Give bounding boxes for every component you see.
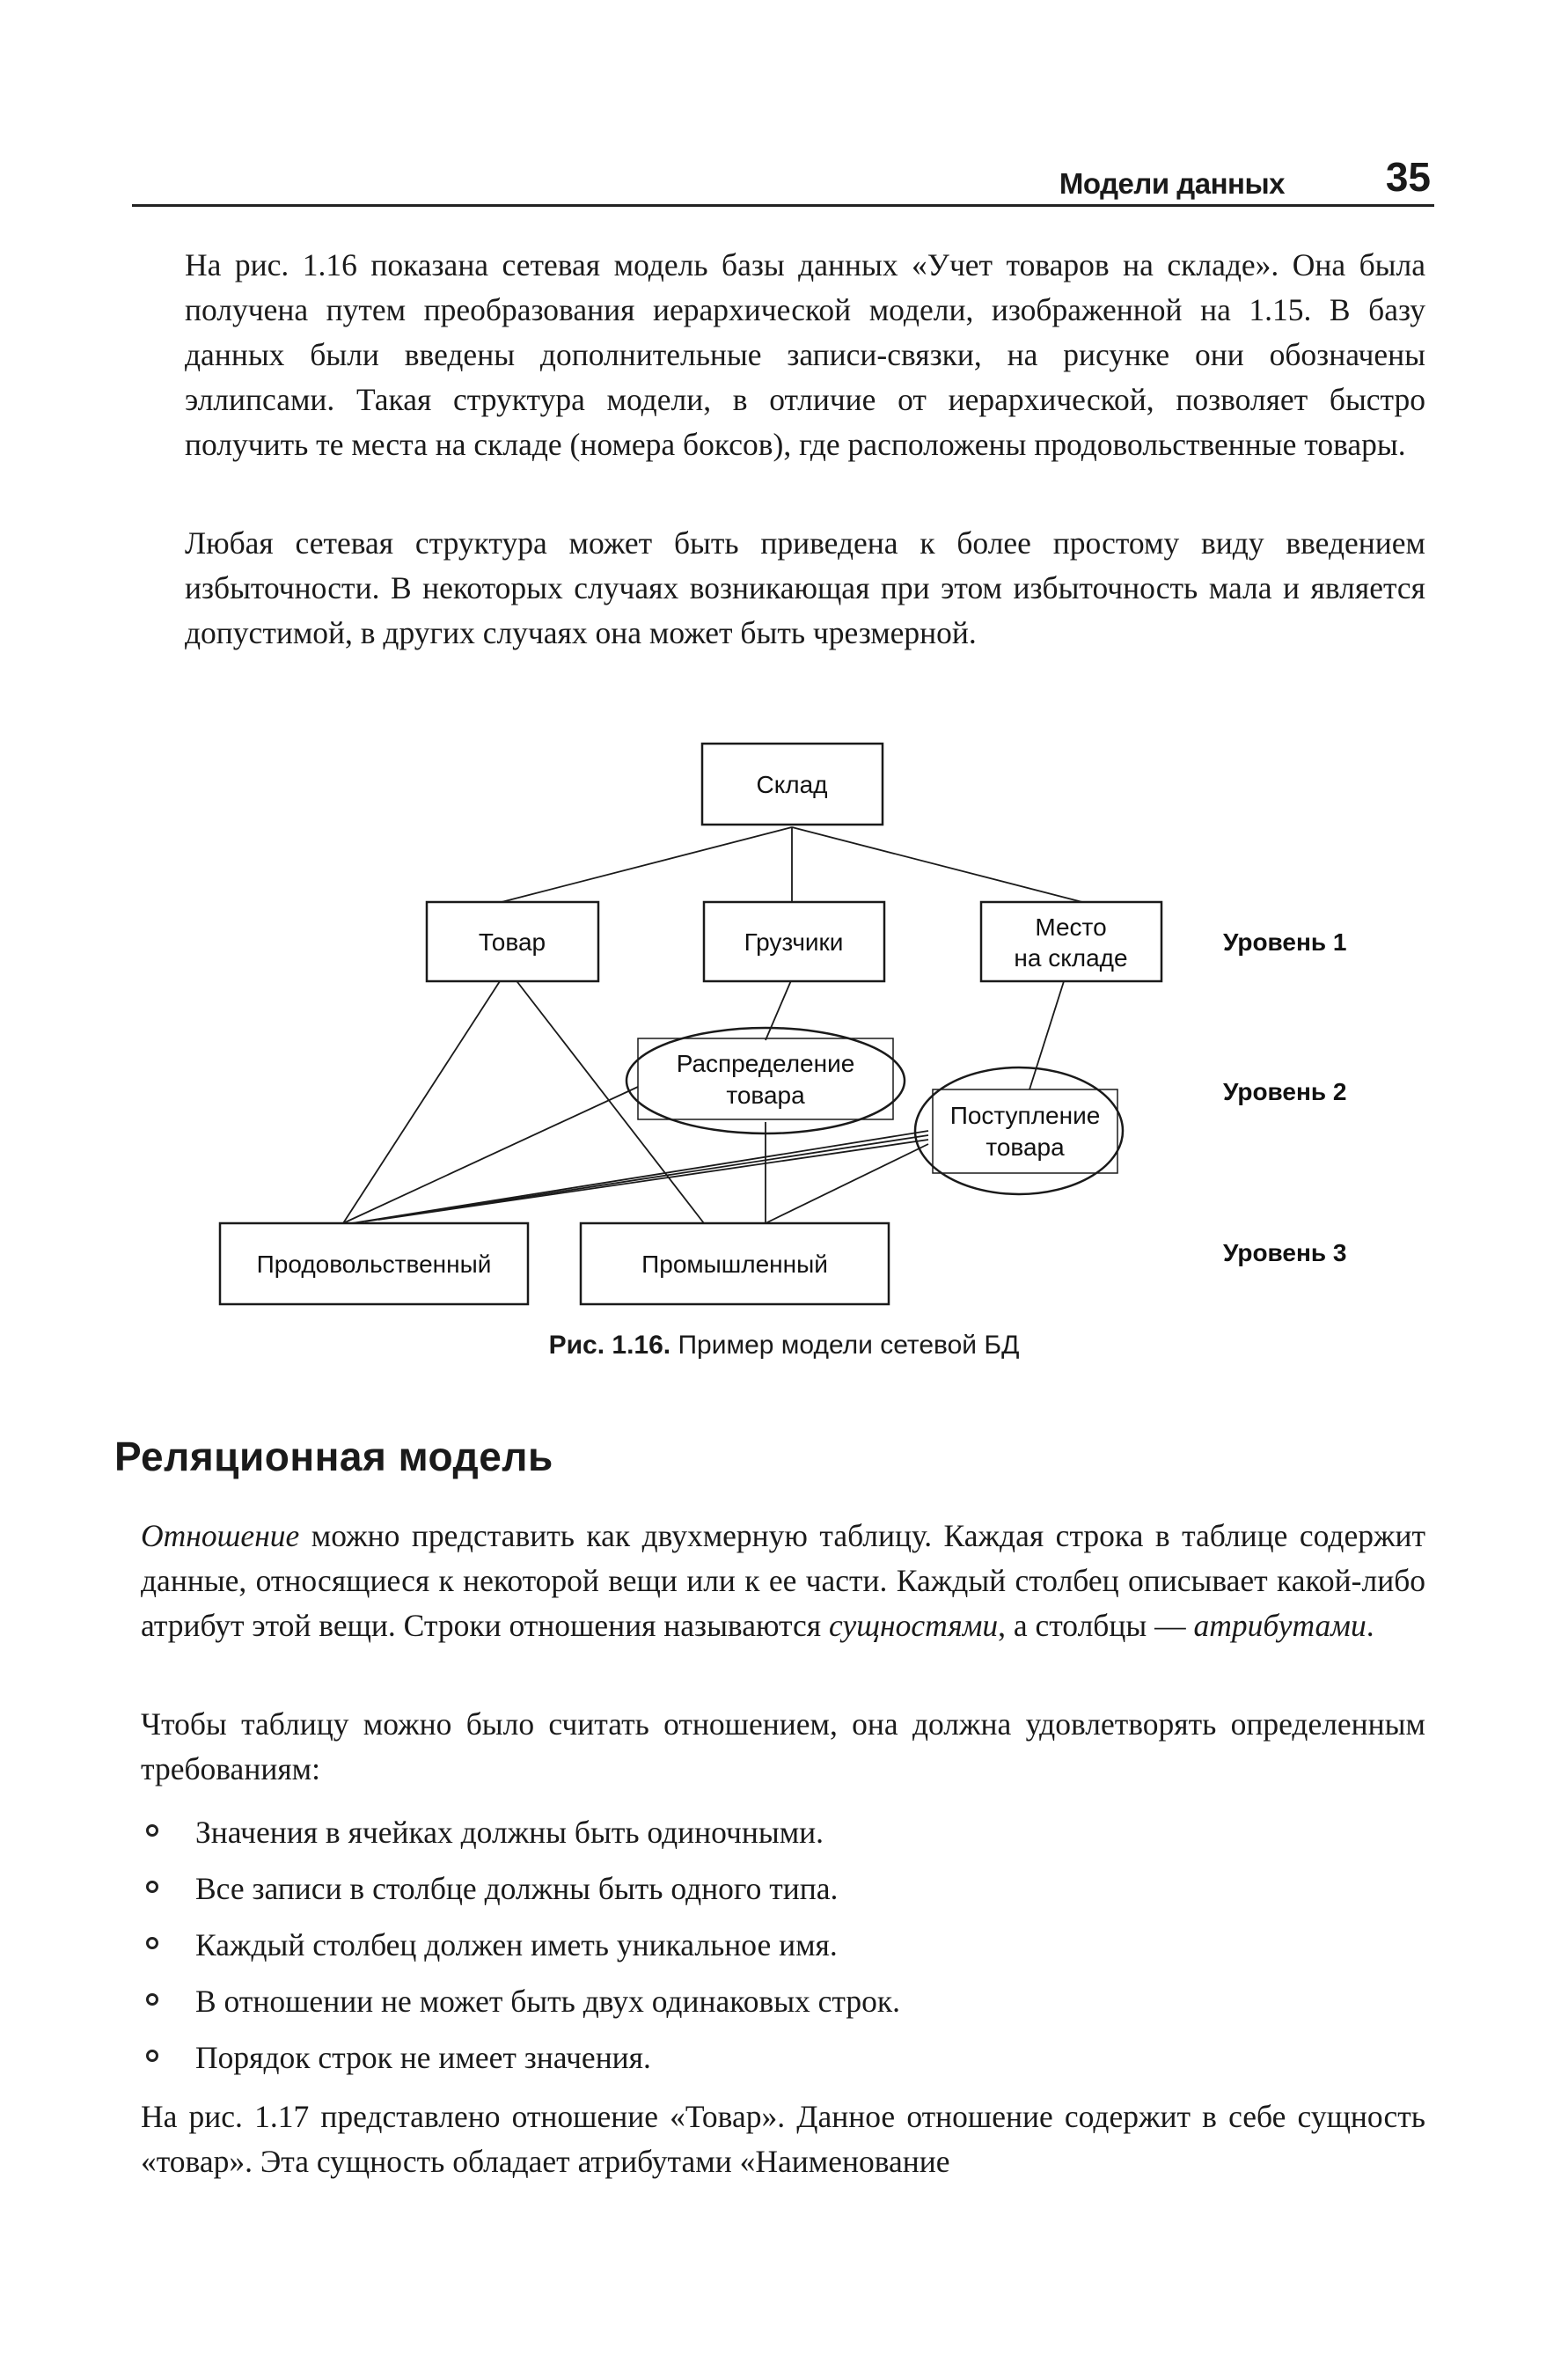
page-number: 35 — [1385, 154, 1431, 200]
term-relation: Отношение — [141, 1518, 300, 1553]
edge-postupl-prodov-3 — [378, 1140, 928, 1220]
node-postupl-ellipse — [915, 1067, 1123, 1194]
list-item-text: Все записи в столбце должны быть одного типа. — [195, 1871, 839, 1906]
edge-gruzchiki-raspr — [766, 979, 792, 1040]
bullet-circle-icon — [146, 1993, 158, 2006]
section-heading: Реляционная модель — [114, 1434, 553, 1479]
list-item — [141, 1973, 1425, 2029]
figure-caption — [0, 1331, 1568, 1361]
node-mesto-label-2: на складе — [1014, 944, 1128, 972]
list-item — [141, 2029, 1425, 2086]
list-item — [141, 1804, 1425, 1860]
level-2-label: Уровень 2 — [1223, 1078, 1347, 1105]
running-head — [132, 150, 1434, 207]
edge-postupl-prodov-1 — [352, 1131, 928, 1223]
list-item-text: Каждый столбец должен иметь уникальное имя. — [195, 1927, 838, 1962]
level-1-label: Уровень 1 — [1223, 928, 1347, 956]
running-title: Модели данных — [1059, 167, 1285, 200]
bullet-circle-icon — [146, 2050, 158, 2062]
node-raspr-label-2: товара — [726, 1082, 805, 1109]
level-3-label: Уровень 3 — [1223, 1239, 1347, 1266]
paragraph-figure-117: На рис. 1.17 представлено отношение «Товар». Данное отношение содержит в себе сущность «товар». Эта сущность обладает атрибутами «Наименование — [141, 2099, 1425, 2179]
node-raspr-ellipse — [626, 1028, 905, 1133]
term-entities: сущностями — [828, 1608, 999, 1643]
figure-caption-label: Рис. 1.16. — [548, 1331, 671, 1360]
relation-text: можно представить как двухмерную таблицу. Каждая строка в таблице содержит данные, относящиеся к некоторой вещи или к ее части. Каждый столбец описывает какой-либо атрибут этой вещи. Строки отношения называются — [141, 1518, 1425, 1643]
node-promysh-label: Промышленный — [641, 1251, 828, 1278]
edge-sklad-tovar — [502, 827, 792, 902]
node-mesto-label-1: Место — [1035, 913, 1107, 941]
bullet-circle-icon — [146, 1824, 158, 1837]
list-item-text: Порядок строк не имеет значения. — [195, 2040, 651, 2075]
network-db-figure — [132, 730, 1469, 1417]
bullet-circle-icon — [146, 1881, 158, 1893]
paragraph-requirements-intro: Чтобы таблицу можно было считать отношением, она должна удовлетворять определенным требованиям: — [141, 1706, 1425, 1786]
figure-caption-text: Пример модели сетевой БД — [670, 1331, 1020, 1360]
node-tovar-label: Товар — [478, 928, 546, 956]
node-gruzchiki-label: Грузчики — [744, 928, 844, 956]
node-postupl-label-1: Поступление — [949, 1102, 1101, 1129]
relation-text-end: . — [1366, 1608, 1374, 1643]
list-item-text: В отношении не может быть двух одинаковых строк. — [195, 1984, 901, 2019]
network-diagram — [132, 730, 1469, 1364]
term-attributes: атрибутами — [1193, 1608, 1367, 1643]
node-postupl-label-2: товара — [985, 1133, 1065, 1161]
node-raspr-label-1: Распределение — [676, 1050, 855, 1077]
list-item — [141, 1917, 1425, 1973]
node-sklad-label: Склад — [756, 771, 828, 798]
edge-sklad-mesto — [792, 827, 1082, 902]
list-item — [141, 1860, 1425, 1917]
node-prodov-label: Продовольственный — [256, 1251, 492, 1278]
requirements-list — [141, 1804, 1425, 2086]
paragraph-redundancy: Любая сетевая структура может быть приведена к более простому виду введением избыточности. В некоторых случаях возникающая при этом избыточность мала и является допустимой, в других случаях она может быть чрезмерной. — [185, 525, 1425, 650]
relation-text-mid: , а столбцы — — [998, 1608, 1194, 1643]
bullet-circle-icon — [146, 1937, 158, 1949]
paragraph-network-model: На рис. 1.16 показана сетевая модель базы данных «Учет товаров на складе». Она была получена путем преобразования иерархической модели, изображенной на 1.15. В базу данных были введены дополнительные записи-связки, на рисунке они обозначены эллипсами. Такая структура модели, в отличие от иерархической, позволяет быстро получить те места на складе (номера боксов), где расположены продовольственные товары. — [185, 247, 1425, 462]
paragraph-relation-definition — [141, 1514, 1425, 1648]
list-item-text: Значения в ячейках должны быть одиночными. — [195, 1815, 824, 1850]
